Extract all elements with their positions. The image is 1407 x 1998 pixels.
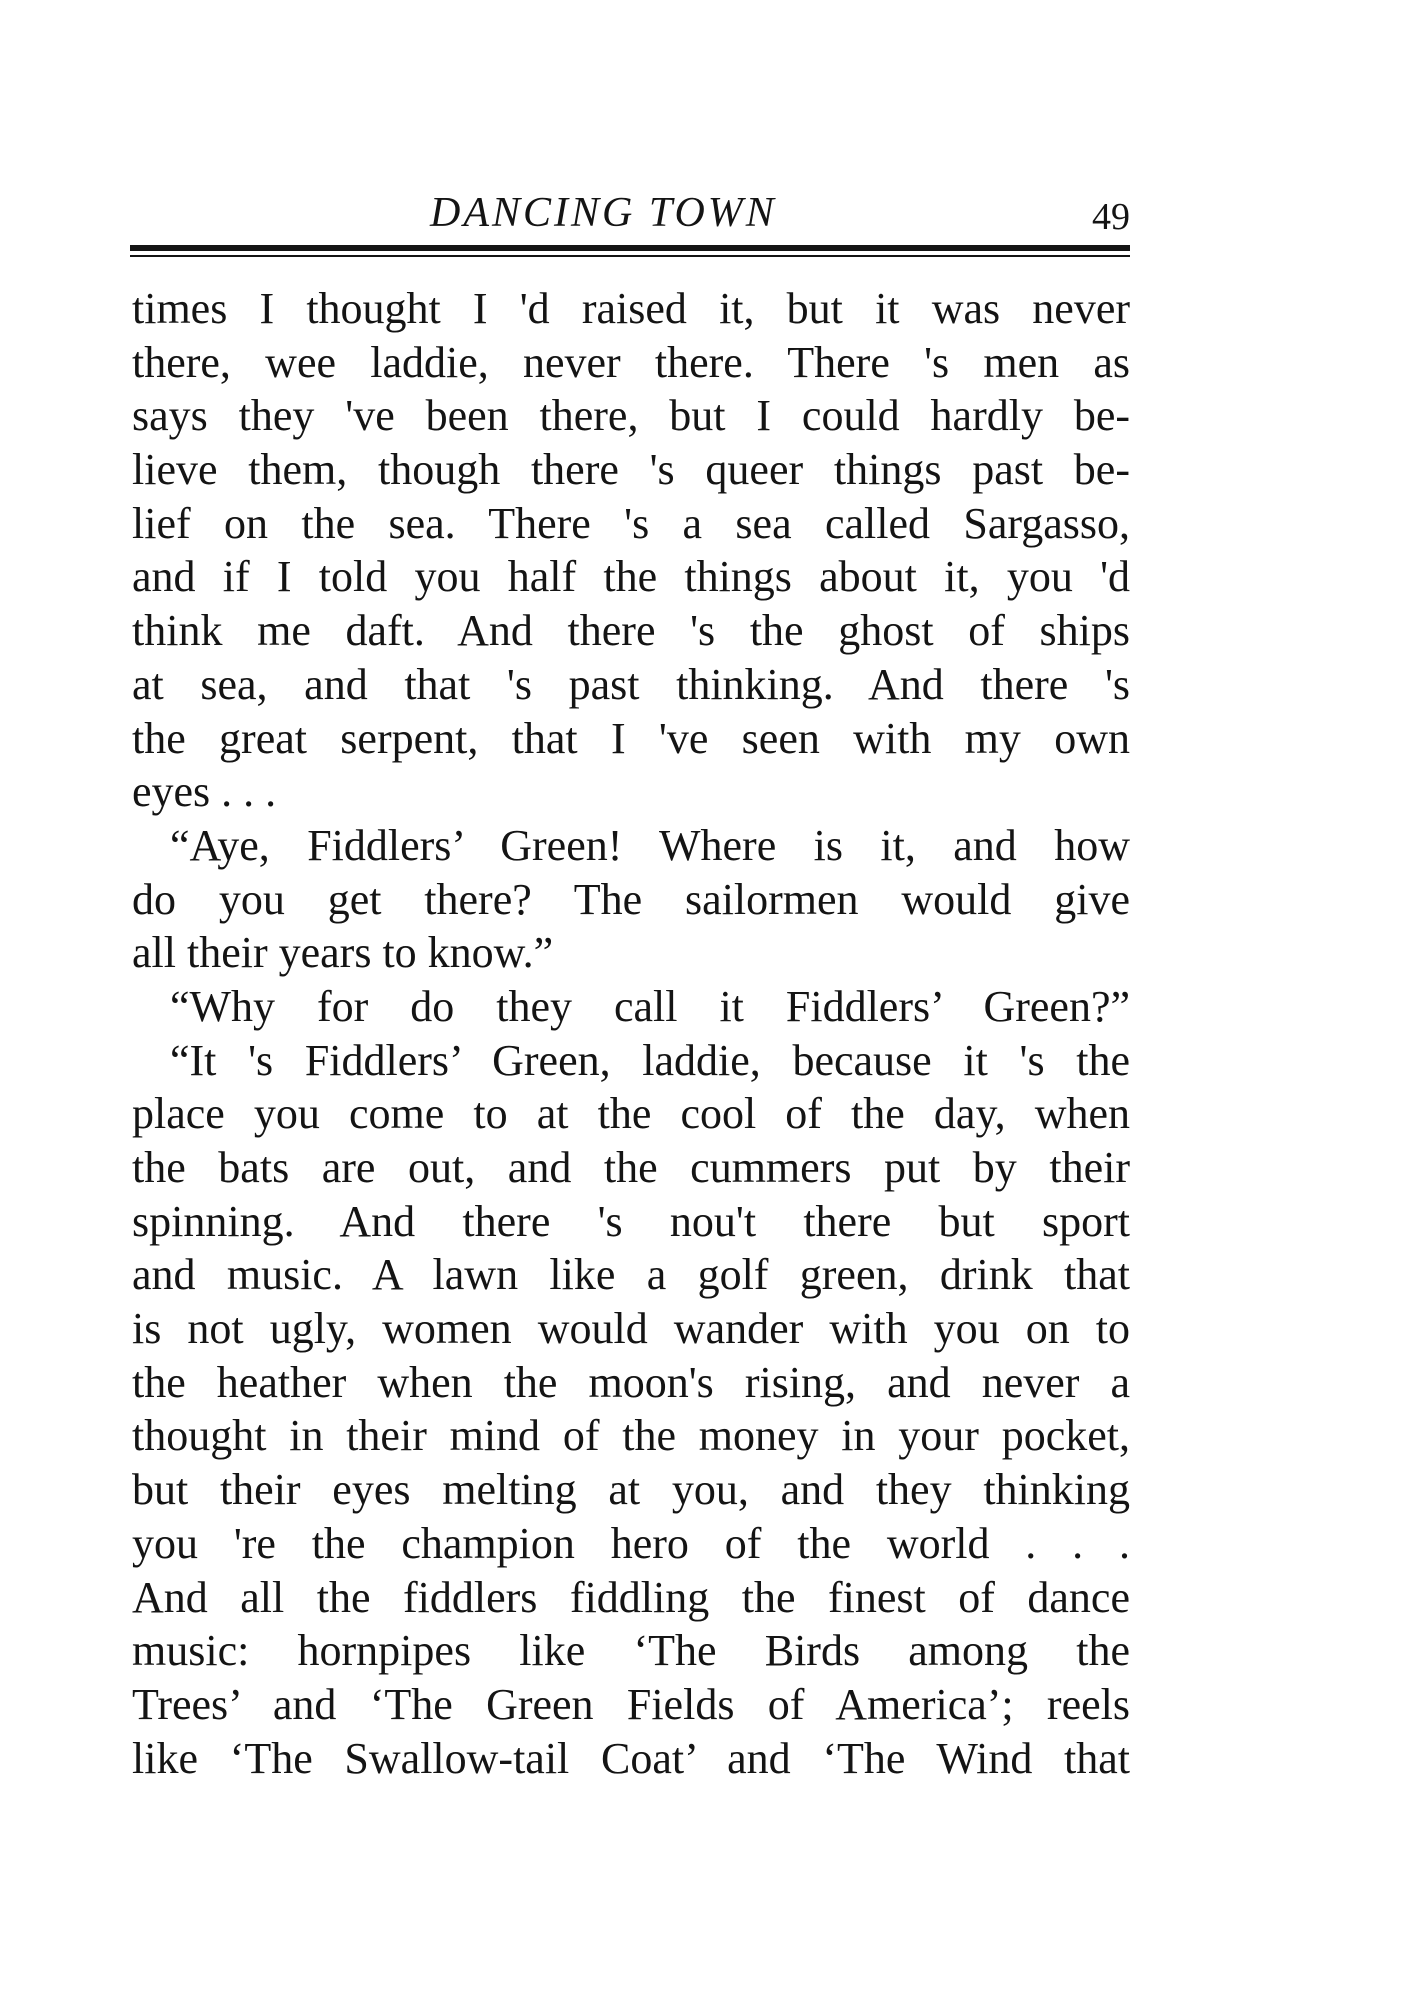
text-line: but their eyes melting at you, and they thinking <box>132 1465 1130 1515</box>
text-line: times I thought I 'd raised it, but it was never <box>132 284 1130 333</box>
text-line: all their years to know.” <box>132 928 554 978</box>
text-line: like ‘The Swallow-tail Coat’ and ‘The Wind that <box>132 1733 1130 1783</box>
body-text <box>132 282 1130 1785</box>
text-line: place you come to at the cool of the day, when <box>132 1089 1130 1139</box>
text-line: is not ugly, women would wander with you on to <box>132 1304 1130 1354</box>
text-line: “Aye, Fiddlers’ Green! Where is it, and how <box>170 820 1130 870</box>
text-line: Trees’ and ‘The Green Fields of America’; reels <box>132 1679 1130 1729</box>
text-line: you 're the champion hero of the world . . . <box>132 1518 1130 1568</box>
header-rule-thick <box>130 245 1130 251</box>
text-line: says they 've been there, but I could hardly be- <box>132 391 1130 441</box>
text-line: lief on the sea. There 's a sea called Sargasso, <box>132 498 1130 548</box>
text-line: “It 's Fiddlers’ Green, laddie, because it 's the <box>170 1035 1130 1085</box>
text-line: the bats are out, and the cummers put by their <box>132 1143 1130 1192</box>
text-line: and music. A lawn like a golf green, drink that <box>132 1250 1130 1300</box>
text-line: there, wee laddie, never there. There 's men as <box>132 337 1130 387</box>
running-title: DANCING TOWN <box>430 190 777 236</box>
text-line: spinning. And there 's nou't there but sport <box>132 1196 1130 1246</box>
running-header <box>130 185 1130 245</box>
text-line: music: hornpipes like ‘The Birds among the <box>132 1626 1130 1676</box>
text-line: the great serpent, that I 've seen with my own <box>132 713 1130 763</box>
text-line: “Why for do they call it Fiddlers’ Green?” <box>170 981 1130 1031</box>
text-line: And all the fiddlers fiddling the finest of dance <box>132 1572 1130 1622</box>
text-line: think me daft. And there 's the ghost of ships <box>132 606 1130 656</box>
text-line: lieve them, though there 's queer things past be- <box>132 445 1130 495</box>
text-line: thought in their mind of the money in your pocket, <box>132 1411 1130 1461</box>
text-line: and if I told you half the things about it, you 'd <box>132 552 1130 602</box>
text-line: do you get there? The sailormen would give <box>132 874 1130 924</box>
page-number: 49 <box>1092 196 1130 238</box>
text-line: the heather when the moon's rising, and never a <box>132 1357 1130 1407</box>
text-line: eyes . . . <box>132 767 277 817</box>
header-rule-thin <box>130 255 1130 257</box>
text-line: at sea, and that 's past thinking. And there 's <box>132 659 1130 709</box>
